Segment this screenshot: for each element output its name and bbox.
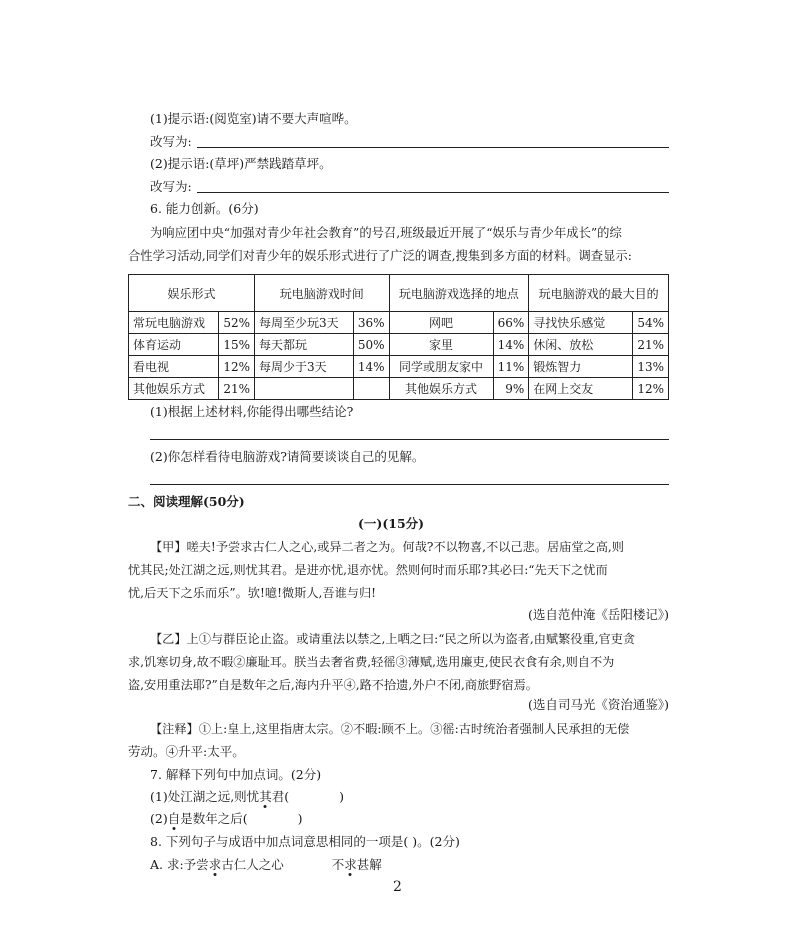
passage-yi-source: (选自司马光《资治通鉴》) bbox=[527, 697, 669, 712]
passage-jia-line3: 忧,后天下之乐而乐”。欤!噫!微斯人,吾谁与归! bbox=[128, 586, 377, 600]
q5-rewrite-label1: 改写为: bbox=[150, 134, 192, 149]
q7-item2-pre: (2) bbox=[150, 811, 168, 826]
passage-yi-line1: 【乙】上①与群臣论止盗。或请重法以禁之,上哂之曰:“民之所以为盗者,由赋繁役重,官吏贪 bbox=[150, 632, 636, 646]
passage-yi-line2: 求,饥寒切身,故不暇②廉耻耳。朕当去奢省费,轻徭③薄赋,选用廉吏,使民衣食有余,则自不为 bbox=[128, 655, 615, 669]
passage-jia-line2: 忧其民;处江湖之远,则忧其君。是进亦忧,退亦忧。然则何时而乐耶?其必曰:“先天下之忧而 bbox=[128, 563, 608, 577]
notes-line1: 【注释】①上:皇上,这里指唐太宗。②不暇:顾不上。③徭:古时统治者强制人民承担的无偿 bbox=[150, 722, 630, 736]
table-cell: 看电视 bbox=[129, 356, 219, 378]
page-number: 2 bbox=[393, 879, 402, 895]
table-cell: 52% bbox=[219, 312, 255, 334]
q5-item2: (2)提示语:(草坪)严禁践踏草坪。 bbox=[150, 156, 332, 171]
table-cell: 36% bbox=[353, 312, 389, 334]
table-cell: 14% bbox=[493, 334, 529, 356]
q7-item2-post: 是数年之后( bbox=[180, 811, 248, 826]
table-cell: 其他娱乐方式 bbox=[389, 378, 493, 400]
answer-line bbox=[197, 192, 669, 193]
table-cell: 每周少于3天 bbox=[255, 356, 354, 378]
q5-rewrite-label2: 改写为: bbox=[150, 179, 192, 194]
table-header: 玩电脑游戏时间 bbox=[255, 275, 390, 312]
dotted-word: 其 bbox=[259, 789, 272, 804]
table-cell: 休闲、放松 bbox=[529, 334, 633, 356]
table-cell bbox=[255, 378, 354, 400]
q8-a-idiom-post: 甚解 bbox=[356, 857, 382, 872]
answer-line bbox=[150, 439, 669, 440]
table-cell: 12% bbox=[219, 356, 255, 378]
answer-line bbox=[197, 147, 669, 148]
passage-jia-line1: 【甲】嗟夫!予尝求古仁人之心,或异二者之为。何哉?不以物喜,不以己悲。居庙堂之高,则 bbox=[150, 540, 624, 554]
table-cell bbox=[353, 378, 389, 400]
table-cell: 11% bbox=[493, 356, 529, 378]
q7-item1-close: ) bbox=[339, 789, 344, 804]
table-cell: 家里 bbox=[389, 334, 493, 356]
q8-a-mid: 古仁人之心 bbox=[221, 857, 284, 872]
q7-item1-post: 君( bbox=[271, 789, 290, 804]
q6-sub1: (1)根据上述材料,你能得出哪些结论? bbox=[150, 404, 354, 419]
q6-intro-line1: 为响应团中央“加强对青少年社会教育”的号召,班级最近开展了“娱乐与青少年成长”的综 bbox=[150, 226, 622, 240]
table-cell: 同学或朋友家中 bbox=[389, 356, 493, 378]
table-header-row bbox=[129, 275, 669, 312]
table-cell: 21% bbox=[219, 378, 255, 400]
passage-jia-source: (选自范仲淹《岳阳楼记》) bbox=[527, 607, 669, 622]
q7-item1 bbox=[150, 789, 344, 805]
notes-line2: 劳动。④升平:太平。 bbox=[128, 744, 245, 759]
answer-line bbox=[150, 484, 669, 485]
q7-title: 7. 解释下列句中加点词。(2分) bbox=[150, 767, 322, 782]
dotted-word: 求 bbox=[344, 857, 357, 872]
table-cell: 体育运动 bbox=[129, 334, 219, 356]
table-cell: 9% bbox=[493, 378, 529, 400]
table-row bbox=[129, 356, 669, 378]
table-header: 玩电脑游戏的最大目的 bbox=[529, 275, 669, 312]
table-cell: 网吧 bbox=[389, 312, 493, 334]
q8-a-pre: A. 求:予尝 bbox=[150, 857, 209, 872]
table-cell: 66% bbox=[493, 312, 529, 334]
survey-table bbox=[128, 274, 669, 400]
q7-item1-pre: (1)处江湖之远,则忧 bbox=[150, 789, 260, 804]
table-cell: 在网上交友 bbox=[529, 378, 633, 400]
table-cell: 54% bbox=[633, 312, 669, 334]
q7-item2 bbox=[150, 811, 303, 827]
dotted-word: 求 bbox=[208, 857, 222, 872]
table-cell: 锻炼智力 bbox=[529, 356, 633, 378]
table-cell: 12% bbox=[633, 378, 669, 400]
dotted-word: 自 bbox=[167, 811, 181, 826]
table-cell: 50% bbox=[353, 334, 389, 356]
table-cell: 13% bbox=[633, 356, 669, 378]
q8-a-idiom-pre: 不 bbox=[331, 857, 345, 872]
q6-title: 6. 能力创新。(6分) bbox=[150, 201, 259, 216]
table-header: 玩电脑游戏选择的地点 bbox=[389, 275, 529, 312]
q8-title: 8. 下列句子与成语中加点词意思相同的一项是( )。(2分) bbox=[150, 834, 460, 849]
table-cell: 每天都玩 bbox=[255, 334, 354, 356]
q8-option-a bbox=[150, 857, 382, 873]
table-cell: 寻找快乐感觉 bbox=[529, 312, 633, 334]
table-row bbox=[129, 312, 669, 334]
table-row bbox=[129, 334, 669, 356]
q6-intro-line2: 合性学习活动,同学们对青少年的娱乐形式进行了广泛的调查,搜集到多方面的材料。调查显示: bbox=[128, 249, 632, 263]
table-cell: 每周至少玩3天 bbox=[255, 312, 354, 334]
table-cell: 其他娱乐方式 bbox=[129, 378, 219, 400]
table-header: 娱乐形式 bbox=[129, 275, 255, 312]
table-cell: 14% bbox=[353, 356, 389, 378]
table-cell: 15% bbox=[219, 334, 255, 356]
table-cell: 21% bbox=[633, 334, 669, 356]
q7-item2-close: ) bbox=[297, 811, 303, 826]
q5-item1: (1)提示语:(阅览室)请不要大声喧哗。 bbox=[150, 111, 357, 126]
passage-yi-line3: 盗,安用重法耶?”自是数年之后,海内升平④,路不拾遗,外户不闭,商旅野宿焉。 bbox=[128, 678, 538, 692]
table-row bbox=[129, 378, 669, 400]
section2-title: 二、阅读理解(50分) bbox=[128, 494, 245, 509]
part-one-title: (一)(15分) bbox=[358, 516, 425, 531]
table-cell: 常玩电脑游戏 bbox=[129, 312, 219, 334]
q6-sub2: (2)你怎样看待电脑游戏?请简要谈谈自己的见解。 bbox=[150, 449, 425, 464]
